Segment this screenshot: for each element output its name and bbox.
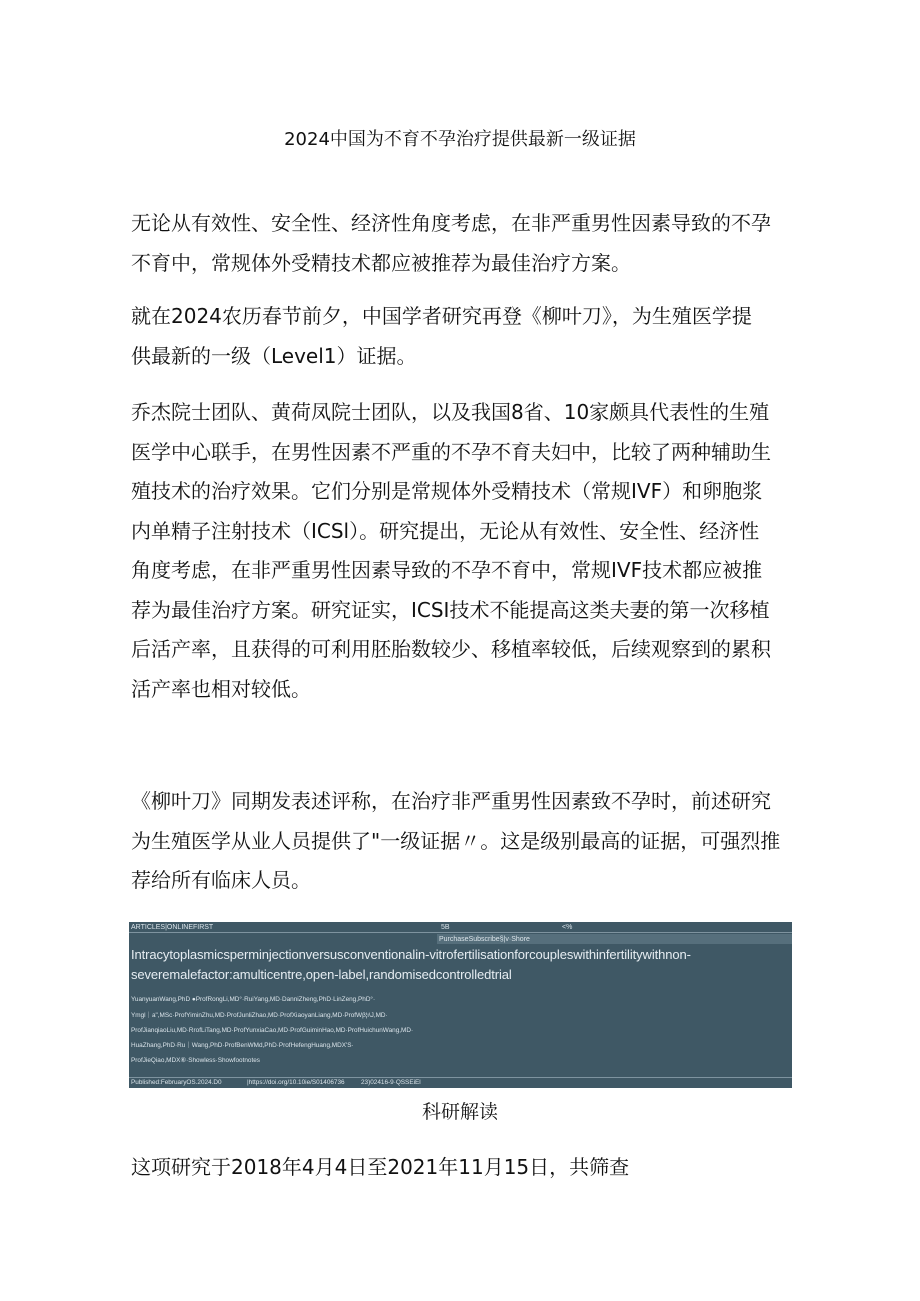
paragraph-line: 为生殖医学从业人员提供了"一级证据〃。这是级别最高的证据，可强烈推 — [131, 828, 781, 853]
purchase-subscribe-share[interactable]: PurchaseSubscribe§|v·Shore — [439, 936, 530, 943]
article-title-line: Intracytoplasmicsperminjectionversusconventionalin-vitrofertilisationforcoupleswithinfertilitywithnon- — [131, 947, 691, 962]
page-title: 2024中国为不育不孕治疗提供最新一级证据 — [284, 129, 636, 150]
paragraph-line: 活产率也相对较低。 — [131, 676, 311, 701]
paragraph-2 — [131, 297, 791, 376]
section-label: ARTICLES|ONLINEFIRST — [131, 924, 214, 931]
paragraph-line: 医学中心联手，在男性因素不严重的不孕不育夫妇中，比较了两种辅助生 — [131, 439, 771, 464]
paragraph-line: 供最新的一级（Level1）证据。 — [131, 343, 417, 368]
paragraph-4 — [131, 782, 791, 901]
paragraph-line: 无论从有效性、安全性、经济性角度考虑，在非严重男性因素导致的不孕 — [131, 211, 771, 235]
authors-line: ProfJianqiaoLiu,MD·RrofLiTang,MD·ProfYunxiaCao,MD·ProfGuiminHao,MD·ProfHuichunWang,MD· — [131, 1027, 414, 1034]
paragraph-line: 角度考虑，在非严重男性因素导致的不孕不育中，常规IVF技术都应被推 — [131, 558, 763, 582]
published-date: Published:FebruaryOS.2024.D0 — [131, 1079, 222, 1086]
paragraph-line: 就在2024农历春节前夕，中国学者研究再登《柳叶刀》，为生殖医学提 — [131, 304, 752, 328]
counter-1: 5B — [441, 924, 450, 931]
article-screenshot — [129, 922, 792, 1088]
paragraph-line: 荐给所有临床人员。 — [131, 868, 311, 892]
paragraph-1 — [131, 204, 791, 283]
counter-2: <% — [562, 924, 573, 931]
paragraph-line: 内单精子注射技术（ICSl）。研究提出，无论从有效性、安全性、经济性 — [131, 518, 760, 543]
authors-line: YuanyuanWang,PhD ●ProfRongLi,MD°·RuiYang,MD·DanniZheng,PhD·LinZeng,PhD°· — [131, 996, 376, 1003]
paragraph-line: 乔杰院士团队、黄荷凤院士团队，以及我国8省、10家颇具代表性的生殖 — [131, 400, 770, 424]
section-caption: 科研解读 — [421, 1101, 498, 1123]
paragraph-5 — [131, 1148, 791, 1188]
paragraph-line: 荐为最佳治疗方案。研究证实，ICSI技术不能提高这类夫妻的第一次移植 — [131, 597, 770, 622]
top-bar — [129, 922, 792, 933]
divider — [129, 1077, 792, 1078]
paragraph-line: 这项研究于2018年4月4日至2021年11月15日，共筛查 — [131, 1155, 630, 1179]
paragraph-3 — [131, 393, 791, 709]
doi-link[interactable]: |https://doi.org/10.10ie/S01406736 — [247, 1079, 345, 1086]
paragraph-line: 《柳叶刀》同期发表述评称，在治疗非严重男性因素致不孕时，前述研究 — [131, 789, 771, 813]
paragraph-line: 殖技术的治疗效果。它们分别是常规体外受精技术（常规IVF）和卵胞浆 — [131, 479, 763, 503]
paragraph-line: 不育中，常规体外受精技术都应被推荐为最佳治疗方案。 — [131, 250, 631, 275]
authors-line: HuaZhang,PhD·Ru｜Wang,PhD·ProfBenWMd,PhD·ProfHefengHuang,MDX'S· — [131, 1042, 354, 1049]
doi-suffix: 23)02416-9·QSSEiEl — [361, 1079, 421, 1086]
authors-line: ProfJieQiao,MDX⑥·Showless·Showfootnotes — [131, 1057, 260, 1064]
authors-line: Ymgl｜a",MSc·ProfYiminZhu,MD·ProfJunliZhao,MD·ProfXiaoyanLiang,MD·ProfWβ¦ι\J,MD· — [131, 1012, 388, 1019]
article-title-line: severemalefactor:amulticentre,open-label,randomisedcontrolledtrial — [131, 967, 512, 982]
paragraph-line: 后活产率，且获得的可利用胚胎数较少、移植率较低，后续观察到的累积 — [131, 637, 771, 661]
